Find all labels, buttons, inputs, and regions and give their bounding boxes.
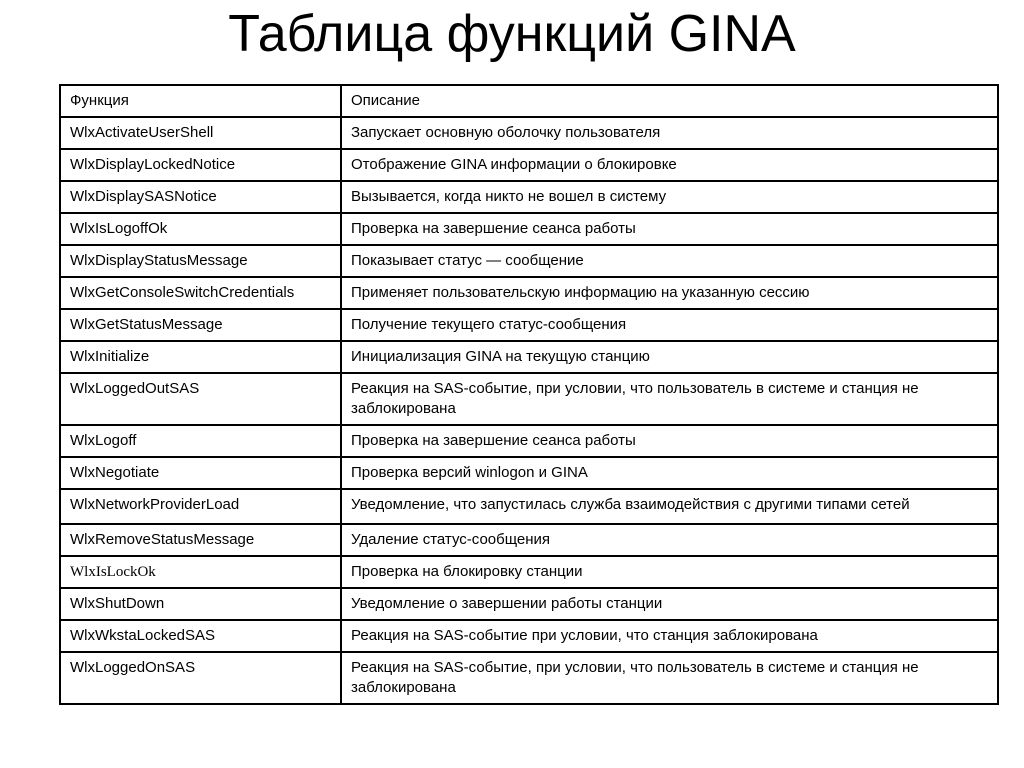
function-name: WlxShutDown bbox=[60, 588, 341, 620]
table-row bbox=[60, 588, 998, 620]
table-row bbox=[60, 457, 998, 489]
function-description: Проверка на завершение сеанса работы bbox=[341, 425, 998, 457]
function-description: Проверка версий winlogon и GINA bbox=[341, 457, 998, 489]
function-name: WlxDisplayStatusMessage bbox=[60, 245, 341, 277]
function-name: WlxRemoveStatusMessage bbox=[60, 524, 341, 556]
function-name: WlxGetStatusMessage bbox=[60, 309, 341, 341]
table-row bbox=[60, 277, 998, 309]
function-description: Применяет пользовательскую информацию на указанную сессию bbox=[341, 277, 998, 309]
table-header-row bbox=[60, 85, 998, 117]
table-row bbox=[60, 341, 998, 373]
table-row bbox=[60, 556, 998, 588]
table-row bbox=[60, 489, 998, 524]
function-name: WlxNetworkProviderLoad bbox=[60, 489, 341, 524]
function-description: Проверка на завершение сеанса работы bbox=[341, 213, 998, 245]
function-description: Показывает статус — сообщение bbox=[341, 245, 998, 277]
function-name: WlxWkstaLockedSAS bbox=[60, 620, 341, 652]
function-description: Отображение GINA информации о блокировке bbox=[341, 149, 998, 181]
function-name: WlxDisplaySASNotice bbox=[60, 181, 341, 213]
header-function: Функция bbox=[60, 85, 341, 117]
function-name: WlxIsLockOk bbox=[60, 556, 341, 588]
function-description: Уведомление о завершении работы станции bbox=[341, 588, 998, 620]
function-name: WlxDisplayLockedNotice bbox=[60, 149, 341, 181]
function-name: WlxLoggedOutSAS bbox=[60, 373, 341, 425]
table-row bbox=[60, 652, 998, 704]
function-description: Реакция на SAS-событие, при условии, что пользователь в системе и станция не заблокирована bbox=[341, 652, 998, 704]
function-description: Вызывается, когда никто не вошел в систему bbox=[341, 181, 998, 213]
slide-title: Таблица функций GINA bbox=[228, 5, 796, 63]
function-name: WlxActivateUserShell bbox=[60, 117, 341, 149]
function-name: WlxInitialize bbox=[60, 341, 341, 373]
function-name: WlxLoggedOnSAS bbox=[60, 652, 341, 704]
table-row bbox=[60, 245, 998, 277]
function-name: WlxGetConsoleSwitchCredentials bbox=[60, 277, 341, 309]
function-description: Уведомление, что запустилась служба взаимодействия с другими типами сетей bbox=[341, 489, 998, 524]
header-description: Описание bbox=[341, 85, 998, 117]
function-description: Проверка на блокировку станции bbox=[341, 556, 998, 588]
table-row bbox=[60, 213, 998, 245]
table-row bbox=[60, 149, 998, 181]
table-row bbox=[60, 181, 998, 213]
table-row bbox=[60, 373, 998, 425]
function-description: Реакция на SAS-событие при условии, что станция заблокирована bbox=[341, 620, 998, 652]
table-row bbox=[60, 309, 998, 341]
function-description: Запускает основную оболочку пользователя bbox=[341, 117, 998, 149]
table-row bbox=[60, 117, 998, 149]
function-name: WlxIsLogoffOk bbox=[60, 213, 341, 245]
function-description: Получение текущего статус-сообщения bbox=[341, 309, 998, 341]
function-description: Реакция на SAS-событие, при условии, что пользователь в системе и станция не заблокирована bbox=[341, 373, 998, 425]
table-row bbox=[60, 425, 998, 457]
gina-functions-table bbox=[59, 84, 999, 705]
function-name: WlxLogoff bbox=[60, 425, 341, 457]
function-name: WlxNegotiate bbox=[60, 457, 341, 489]
table-row bbox=[60, 524, 998, 556]
function-description: Удаление статус-сообщения bbox=[341, 524, 998, 556]
table-row bbox=[60, 620, 998, 652]
function-description: Инициализация GINA на текущую станцию bbox=[341, 341, 998, 373]
